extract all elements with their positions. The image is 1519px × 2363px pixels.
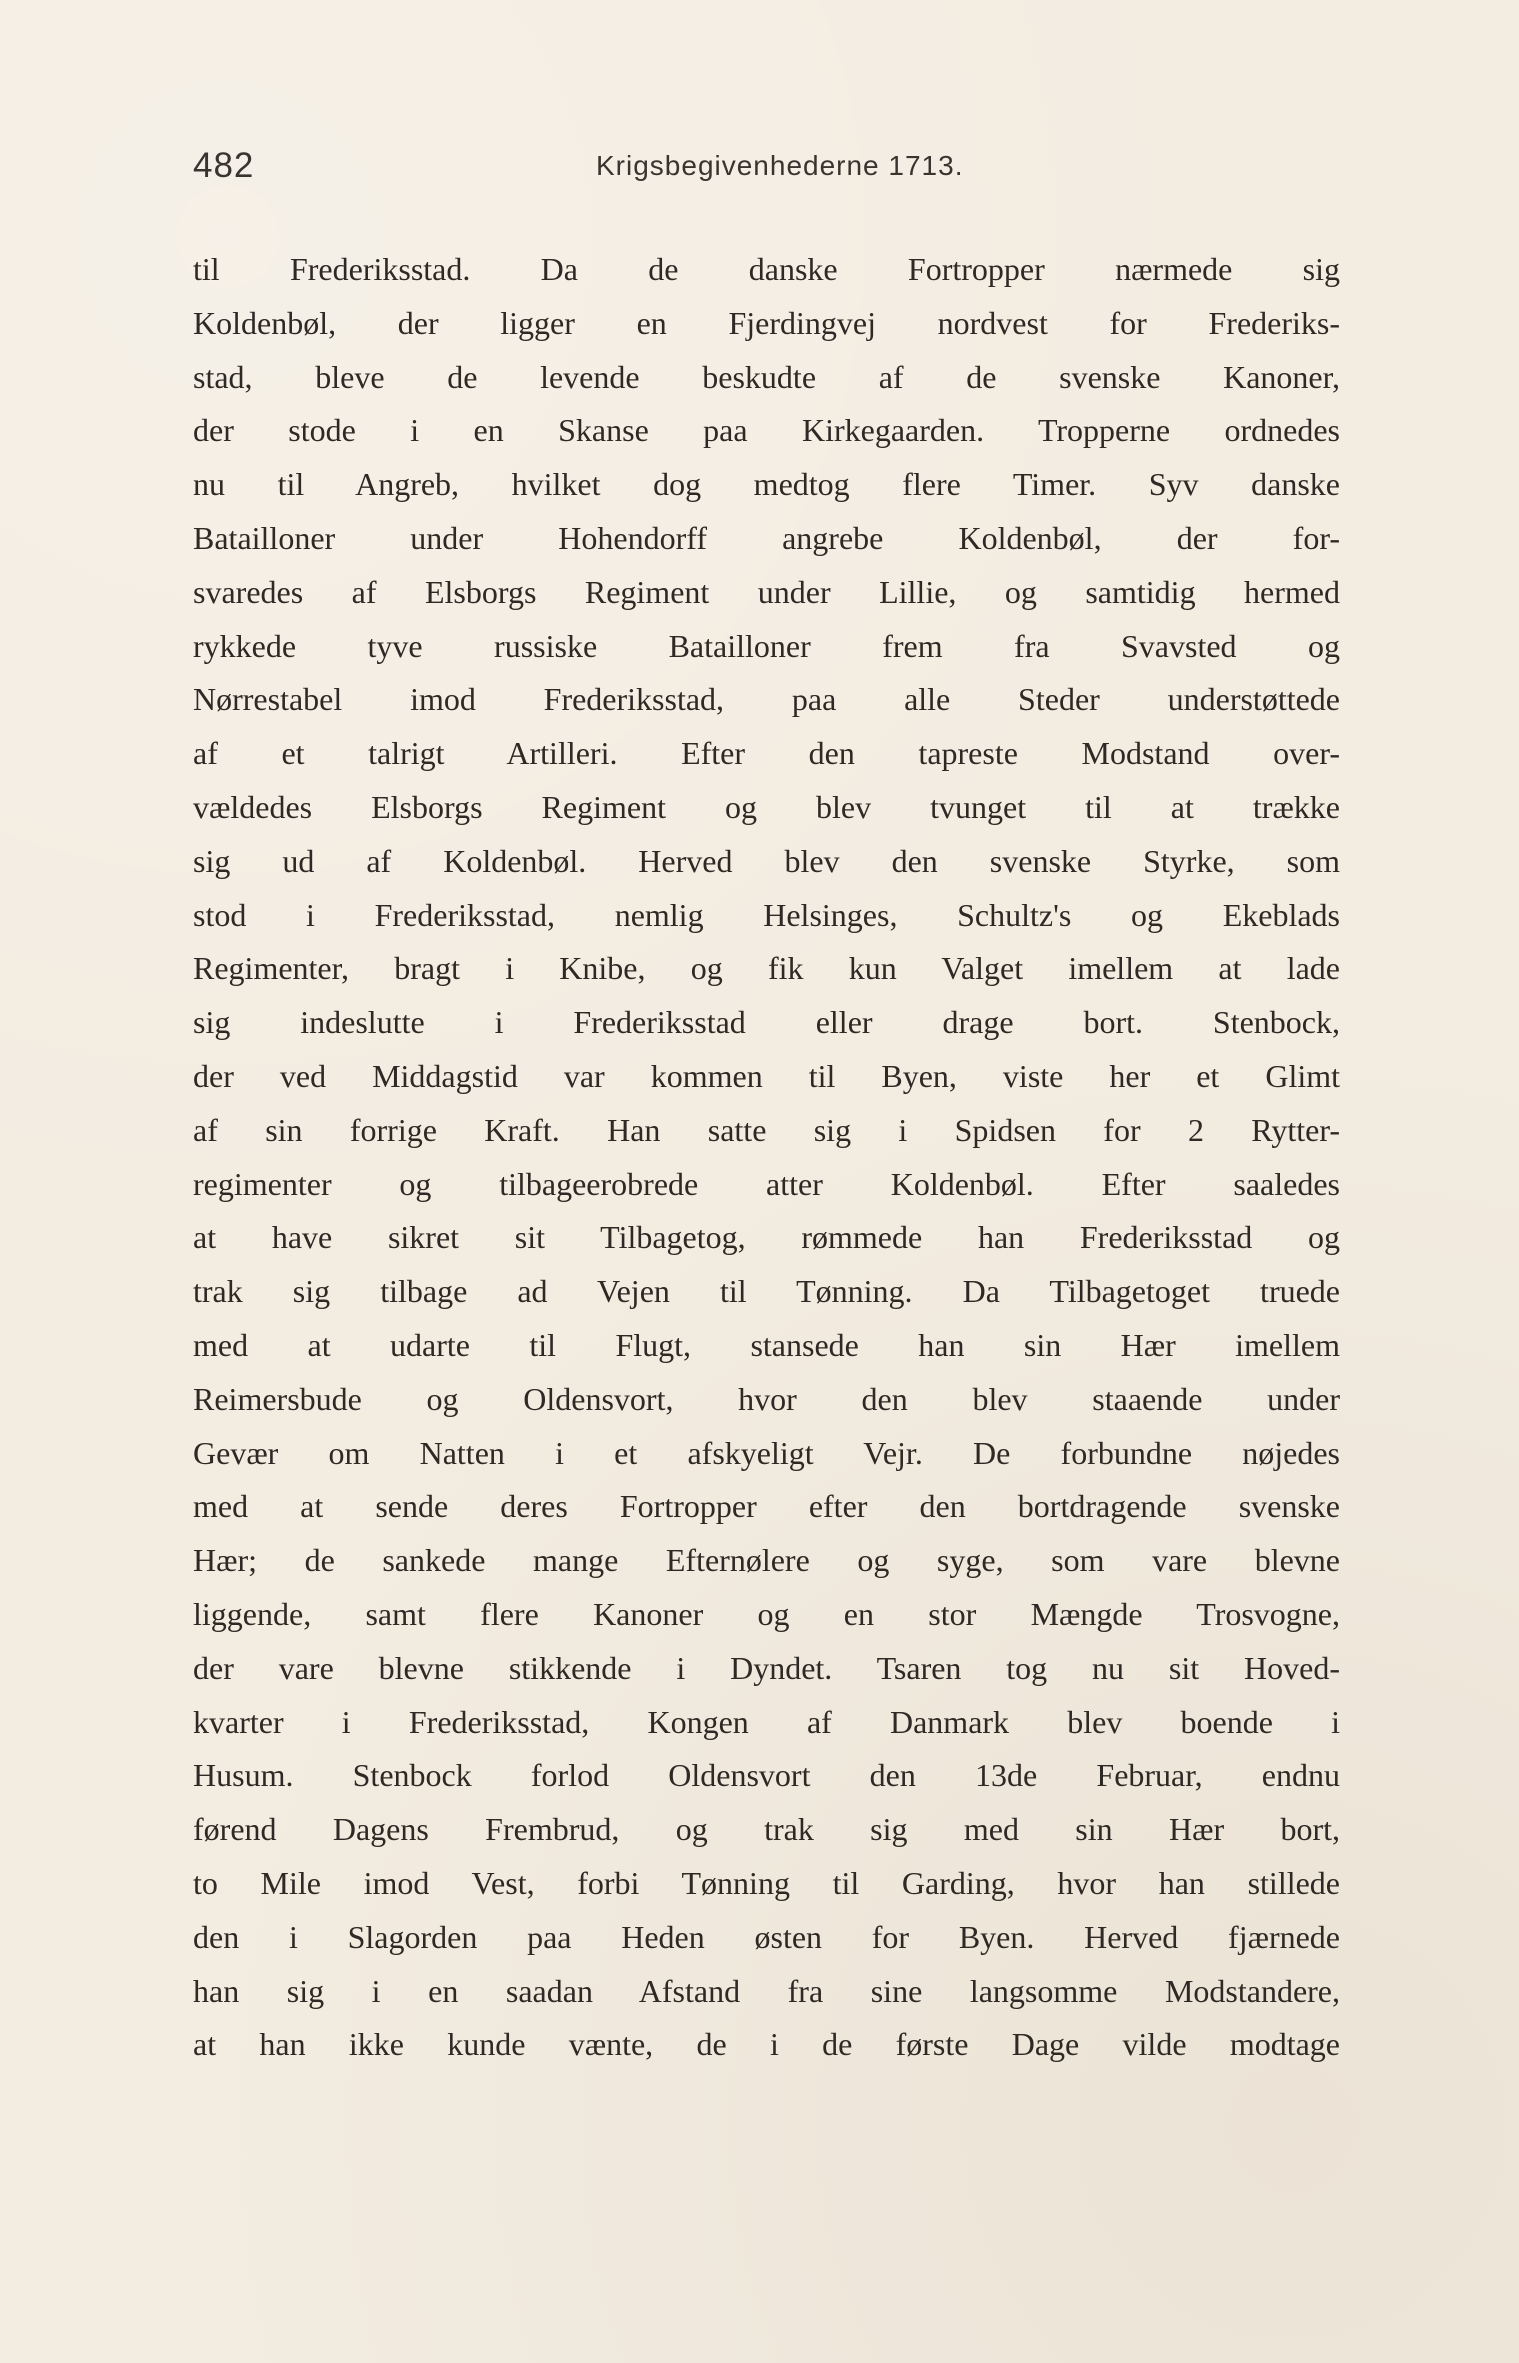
- text-line: Batailloner under Hohendorff angrebe Koldenbøl, der for-: [193, 519, 1340, 556]
- text-line: der stode i en Skanse paa Kirkegaarden. Tropperne ordnedes: [193, 412, 1340, 449]
- running-title: Krigsbegivenhederne 1713.: [596, 150, 964, 181]
- text-line: svaredes af Elsborgs Regiment under Lillie, og samtidig hermed: [193, 573, 1340, 610]
- text-line: af et talrigt Artilleri. Efter den tapreste Modstand over-: [193, 735, 1340, 772]
- text-line: Hær; de sankede mange Efternølere og syge, som vare blevne: [193, 1542, 1340, 1579]
- text-line: regimenter og tilbageerobrede atter Koldenbøl. Efter saaledes: [193, 1165, 1340, 1202]
- text-line: rykkede tyve russiske Batailloner frem fra Svavsted og: [193, 627, 1340, 664]
- text-line: sig indeslutte i Frederiksstad eller drage bort. Stenbock,: [193, 1004, 1340, 1041]
- text-line: til Frederiksstad. Da de danske Fortropper nærmede sig: [193, 251, 1340, 287]
- text-line: at have sikret sit Tilbagetog, rømmede han Frederiksstad og: [193, 1219, 1340, 1256]
- text-line: med at udarte til Flugt, stansede han sin Hær imellem: [193, 1326, 1340, 1363]
- text-line: Husum. Stenbock forlod Oldensvort den 13de Februar, endnu: [193, 1757, 1340, 1794]
- text-line: med at sende deres Fortropper efter den bortdragende svenske: [193, 1488, 1340, 1525]
- page-header: [193, 146, 1343, 190]
- text-line: der vare blevne stikkende i Dyndet. Tsaren tog nu sit Hoved-: [193, 1649, 1340, 1686]
- text-line: stod i Frederiksstad, nemlig Helsinges, Schultz's og Ekeblads: [193, 896, 1340, 933]
- text-line: Gevær om Natten i et afskyeligt Vejr. De forbundne nøjedes: [193, 1434, 1340, 1471]
- text-line: der ved Middagstid var kommen til Byen, viste her et Glimt: [193, 1057, 1340, 1094]
- text-line: af sin forrige Kraft. Han satte sig i Spidsen for 2 Rytter-: [193, 1111, 1340, 1148]
- text-line: Reimersbude og Oldensvort, hvor den blev staaende under: [193, 1380, 1340, 1417]
- text-line: vældedes Elsborgs Regiment og blev tvunget til at trække: [193, 788, 1340, 825]
- text-line: kvarter i Frederiksstad, Kongen af Danmark blev boende i: [193, 1703, 1340, 1740]
- text-line: den i Slagorden paa Heden østen for Byen. Herved fjærnede: [193, 1918, 1340, 1955]
- body-text: [193, 243, 1340, 2072]
- text-line: Regimenter, bragt i Knibe, og fik kun Valget imellem at lade: [193, 950, 1340, 987]
- text-line: Nørrestabel imod Frederiksstad, paa alle Steder understøttede: [193, 681, 1340, 718]
- page-number: 482: [193, 146, 255, 185]
- text-line: nu til Angreb, hvilket dog medtog flere Timer. Syv danske: [193, 466, 1340, 503]
- text-line: trak sig tilbage ad Vejen til Tønning. Da Tilbagetoget truede: [193, 1273, 1340, 1310]
- text-line: to Mile imod Vest, forbi Tønning til Garding, hvor han stillede: [193, 1864, 1340, 1901]
- text-line: førend Dagens Frembrud, og trak sig med sin Hær bort,: [193, 1811, 1340, 1848]
- text-line: at han ikke kunde vænte, de i de første Dage vilde modtage: [193, 2026, 1340, 2063]
- text-line: liggende, samt flere Kanoner og en stor Mængde Trosvogne,: [193, 1595, 1340, 1632]
- text-line: Koldenbøl, der ligger en Fjerdingvej nordvest for Frederiks-: [193, 304, 1340, 341]
- text-line: sig ud af Koldenbøl. Herved blev den svenske Styrke, som: [193, 842, 1340, 879]
- text-line: stad, bleve de levende beskudte af de svenske Kanoner,: [193, 358, 1340, 395]
- text-line: han sig i en saadan Afstand fra sine langsomme Modstandere,: [193, 1972, 1340, 2009]
